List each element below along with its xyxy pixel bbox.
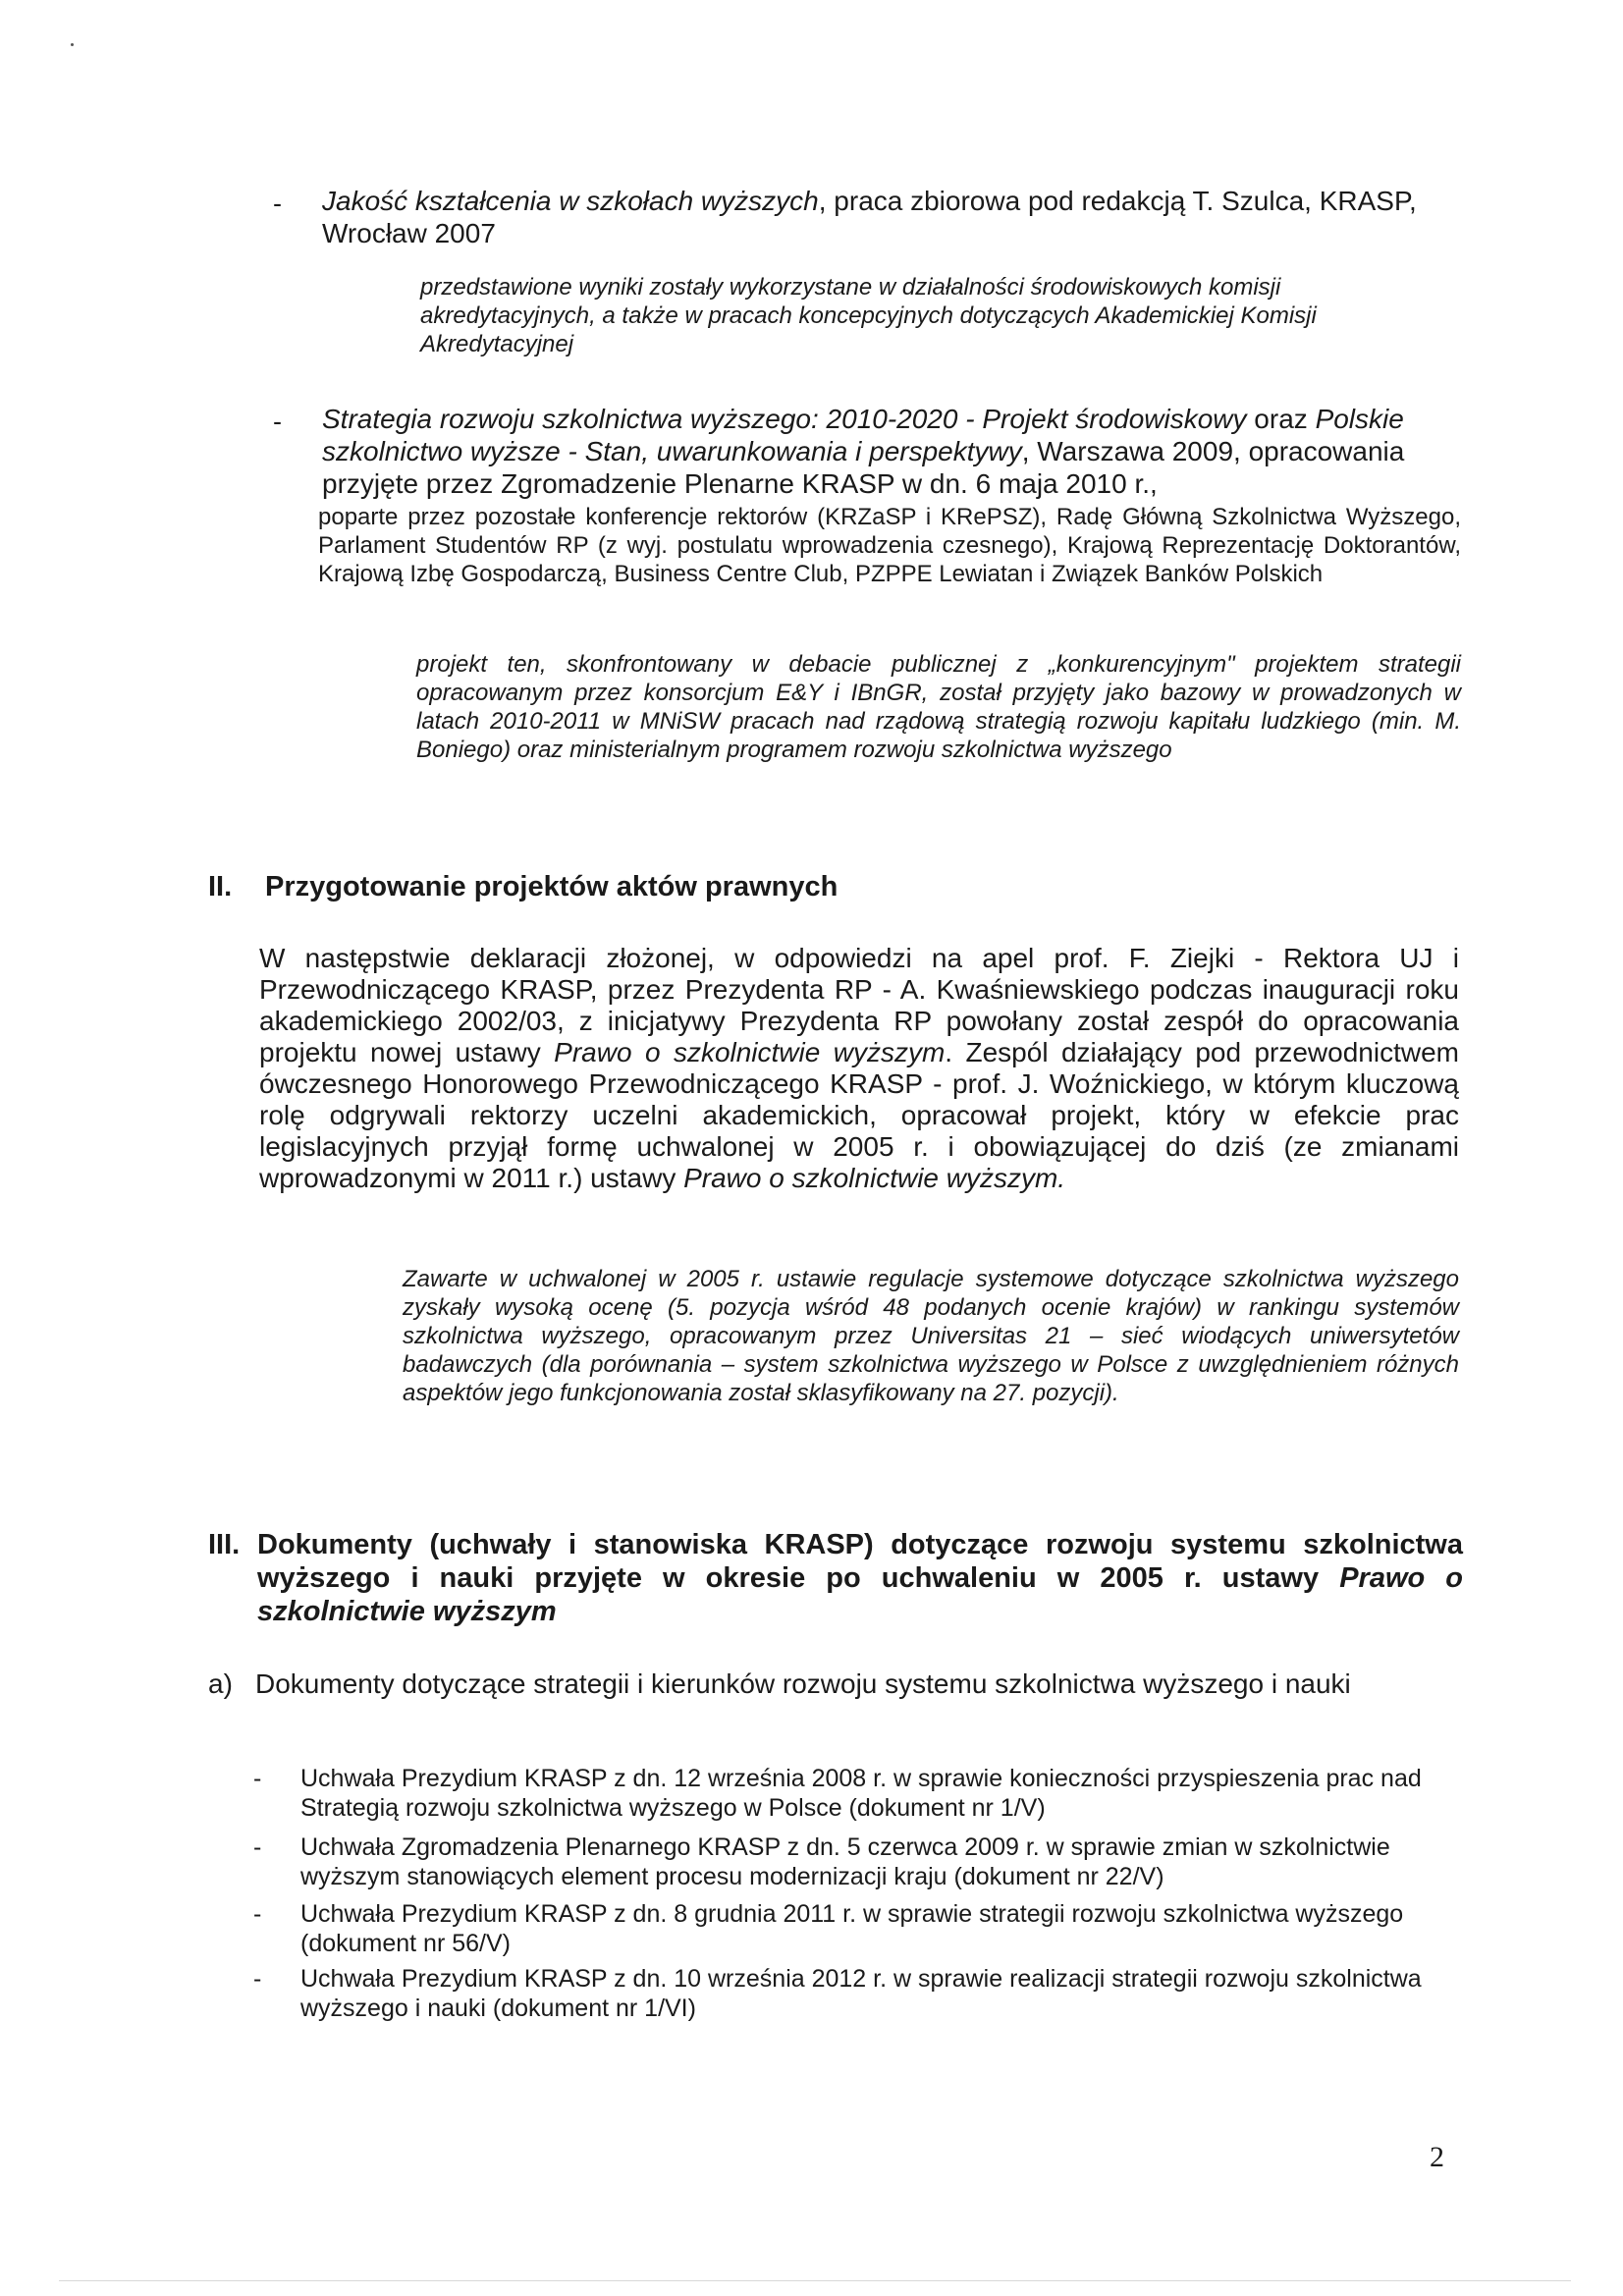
section-2-note: Zawarte w uchwalonej w 2005 r. ustawie regulacje systemowe dotyczące szkolnictwa wyższego zyskały wysoką ocenę (5. pozycja wśród 48 podanych ocenie krajów) w rankingu systemów szkolnictwa wyższego, opracowanym przez Universitas 21 – sieć wiodących uniwersytetów badawczych (dla porównania – system szkolnictwa wyższego w Polsce z uwzględnieniem różnych aspektów jego funkcjonowania został sklasyfikowany na 27. pozycji).	[403, 1266, 1459, 1406]
reference-2-connector: oraz	[1246, 404, 1316, 434]
list-item-2-bullet: -	[253, 1833, 262, 1861]
section-3-title	[257, 1528, 1463, 1628]
section-2-title: Przygotowanie projektów aktów prawnych	[265, 871, 839, 902]
reference-1-text	[322, 185, 1461, 249]
page-number: 2	[1430, 2141, 1444, 2173]
list-item: Uchwała Prezydium KRASP z dn. 8 grudnia 2011 r. w sprawie strategii rozwoju szkolnictwa wyższego (dokument nr 56/V)	[300, 1900, 1404, 1957]
subsection-a-label: a)	[208, 1668, 233, 1699]
section-2-number: II.	[208, 871, 233, 902]
scan-speck	[71, 43, 74, 46]
reference-2-bullet: -	[273, 407, 282, 436]
reference-1-bullet: -	[273, 189, 282, 218]
reference-2-support: poparte przez pozostałe konferencje rektorów (KRZaSP i KRePSZ), Radę Główną Szkolnictwa Wyższego, Parlament Studentów RP (z wyj. postulatu wprowadzenia czesnego), Krajową Reprezentację Doktorantów, Krajową Izbę Gospodarczą, Business Centre Club, PZPPE Lewiatan i Związek Banków Polskich	[318, 504, 1461, 587]
list-item-1-bullet: -	[253, 1765, 262, 1792]
list-item-4-bullet: -	[253, 1965, 262, 1993]
reference-2-rest: , Warszawa 2009, opracowania przyjęte przez Zgromadzenie Plenarne KRASP w dn. 6 maja 2010 r.,	[322, 436, 1405, 499]
section-3-title-text: Dokumenty (uchwały i stanowiska KRASP) dotyczące rozwoju systemu szkolnictwa wyższego i nauki przyjęte w okresie po uchwaleniu w 2005 r. ustawy	[257, 1529, 1463, 1594]
list-item: Uchwała Prezydium KRASP z dn. 12 września 2008 r. w sprawie konieczności przyspieszenia prac nad Strategią rozwoju szkolnictwa wyższego w Polsce (dokument nr 1/V)	[300, 1765, 1422, 1822]
reference-2-note: projekt ten, skonfrontowany w debacie publicznej z „konkurencyjnym" projektem strategii opracowanym przez konsorcjum E&Y i IBnGR, został przyjęty jako bazowy w prowadzonych w latach 2010-2011 w MNiSW pracach nad rządową strategią rozwoju kapitału ludzkiego (min. M. Boniego) oraz ministerialnym programem rozwoju szkolnictwa wyższego	[416, 651, 1461, 763]
list-item: Uchwała Zgromadzenia Plenarnego KRASP z dn. 5 czerwca 2009 r. w sprawie zmian w szkolnictwie wyższym stanowiących element procesu modernizacji kraju (dokument nr 22/V)	[300, 1833, 1390, 1890]
section-3-number: III.	[208, 1529, 241, 1560]
list-item: Uchwała Prezydium KRASP z dn. 10 września 2012 r. w sprawie realizacji strategii rozwoju szkolnictwa wyższego i nauki (dokument nr 1/VI)	[300, 1965, 1422, 2022]
section-2-para-italic-1: Prawo o szkolnictwie wyższym	[554, 1037, 946, 1067]
section-3-title-italic: Prawo o szkolnictwie wyższym	[257, 1562, 1463, 1627]
reference-2-title-2: Polskie szkolnictwo wyższe - Stan, uwarunkowania i perspektywy	[322, 404, 1404, 466]
reference-1-rest: , praca zbiorowa pod redakcją T. Szulca, KRASP, Wrocław 2007	[322, 186, 1417, 248]
reference-1-note: przedstawione wyniki zostały wykorzystane w działalności środowiskowych komisji akredytacyjnych, a także w pracach koncepcyjnych dotyczących Akademickiej Komisji Akredytacyjnej	[420, 274, 1317, 357]
section-2-para-middle: . Zespól działający pod przewodnictwem ówczesnego Honorowego Przewodniczącego KRASP - prof. J. Woźnickiego, w którym kluczową rolę odgrywali rektorzy uczelni akademickich, opracował projekt, który w efekcie prac legislacyjnych przyjął formę uchwalonej w 2005 r. i obowiązującej do dziś (ze zmianami wprowadzonymi w 2011 r.) ustawy	[259, 1037, 1459, 1193]
section-2-paragraph	[259, 943, 1459, 1194]
list-item-3-bullet: -	[253, 1900, 262, 1928]
scan-edge-line	[59, 2280, 1571, 2281]
subsection-a-title: Dokumenty dotyczące strategii i kierunków rozwoju systemu szkolnictwa wyższego i nauki	[255, 1668, 1351, 1699]
reference-2-title-1: Strategia rozwoju szkolnictwa wyższego: 2010-2020 - Projekt środowiskowy	[322, 404, 1247, 434]
section-2-para-italic-2: Prawo o szkolnictwie wyższym.	[683, 1163, 1066, 1193]
section-2-para-before: W następstwie deklaracji złożonej, w odpowiedzi na apel prof. F. Ziejki - Rektora UJ i Przewodniczącego KRASP, przez Prezydenta RP - A. Kwaśniewskiego podczas inauguracji roku akademickiego 2002/03, z inicjatywy Prezydenta RP powołany został zespół do opracowania projektu nowej ustawy	[259, 943, 1459, 1067]
reference-2-text	[322, 403, 1463, 500]
reference-1-title: Jakość kształcenia w szkołach wyższych	[322, 186, 819, 216]
